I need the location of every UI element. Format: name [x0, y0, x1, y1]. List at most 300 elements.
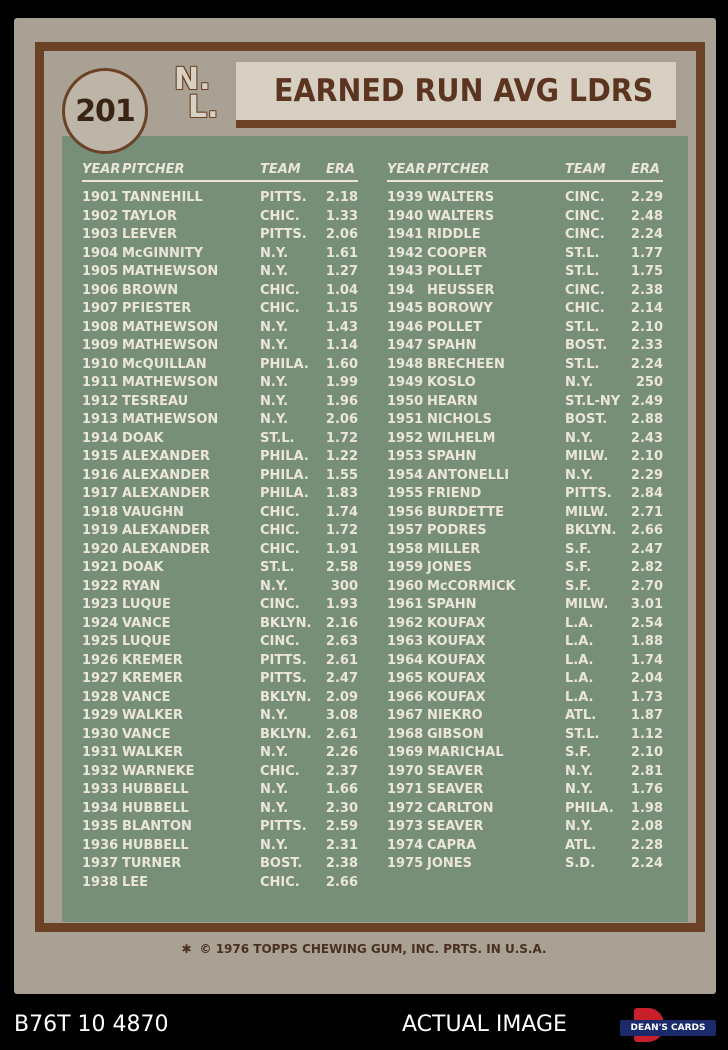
cell-team: N.Y.	[260, 319, 289, 335]
cell-year: 1938	[82, 874, 119, 890]
table-row	[82, 209, 358, 228]
cell-year: 1902	[82, 208, 119, 224]
cell-pitcher: HEARN	[427, 393, 478, 409]
cell-era: 2.47	[630, 541, 663, 557]
league-letter-n: N.	[174, 62, 211, 97]
table-row	[387, 597, 663, 616]
table-row	[82, 634, 358, 653]
cell-era: 1.22	[325, 449, 358, 464]
cell-year: 1903	[82, 227, 119, 242]
cell-team: N.Y.	[260, 375, 289, 390]
cell-year: 1905	[82, 264, 119, 279]
cell-year: 194	[387, 282, 415, 298]
cell-team: MILW.	[565, 449, 609, 464]
cell-era: 1.33	[325, 208, 358, 224]
cell-pitcher: ANTONELLI	[427, 467, 510, 483]
cell-pitcher: MILLER	[427, 541, 481, 557]
actual-image-label: ACTUAL IMAGE	[402, 1012, 567, 1037]
table-row	[82, 301, 358, 320]
cell-pitcher: BLANTON	[122, 819, 192, 834]
cell-year: 1937	[82, 856, 119, 871]
cell-pitcher: VANCE	[122, 689, 171, 705]
cell-year: 1925	[82, 634, 119, 649]
cell-team: N.Y.	[260, 412, 289, 427]
table-row	[387, 190, 663, 209]
table-row	[387, 634, 663, 653]
table-row	[387, 375, 663, 394]
cell-era: 1.61	[325, 245, 358, 261]
cell-pitcher: WALTERS	[427, 190, 495, 205]
table-row	[387, 468, 663, 487]
cell-team: ST.L.	[260, 430, 295, 446]
cell-year: 1953	[387, 449, 424, 464]
card-number-ball	[62, 68, 148, 154]
table-row	[387, 653, 663, 672]
cell-era: 1.88	[630, 634, 663, 649]
cell-pitcher: TESREAU	[122, 393, 189, 409]
cell-era: 2.18	[325, 190, 358, 205]
cell-team: L.A.	[565, 689, 594, 705]
header-rule	[82, 180, 358, 182]
cell-pitcher: POLLET	[427, 264, 482, 279]
table-row	[82, 708, 358, 727]
cell-era: 2.14	[630, 301, 663, 316]
cell-team: N.Y.	[260, 245, 289, 261]
cell-era: 1.76	[630, 782, 663, 797]
cell-team: N.Y.	[260, 782, 289, 797]
cell-team: ST.L.	[565, 245, 600, 261]
cell-team: ATL.	[565, 708, 597, 723]
cell-team: N.Y.	[260, 338, 289, 353]
cell-team: BKLYN.	[260, 689, 312, 705]
cell-era: 2.06	[325, 412, 358, 427]
table-row	[82, 801, 358, 820]
cell-team: CHIC.	[260, 208, 300, 224]
table-row	[387, 486, 663, 505]
cell-pitcher: DOAK	[122, 560, 164, 575]
cell-pitcher: LUQUE	[122, 597, 171, 612]
cell-era: 1.60	[325, 356, 358, 372]
table-row	[387, 616, 663, 635]
cell-team: S.F.	[565, 745, 592, 760]
table-row	[387, 431, 663, 450]
cell-year: 1971	[387, 782, 424, 797]
table-row	[82, 468, 358, 487]
cell-team: CINC.	[565, 190, 605, 205]
cell-team: PHILA.	[260, 486, 309, 501]
cell-year: 1967	[387, 708, 424, 723]
cell-pitcher: CAPRA	[427, 837, 477, 853]
table-row	[82, 745, 358, 764]
cell-era: 2.06	[325, 227, 358, 242]
cell-pitcher: DOAK	[122, 430, 164, 446]
cell-team: N.Y.	[260, 708, 289, 723]
cell-pitcher: ALEXANDER	[122, 486, 210, 501]
cell-team: N.Y.	[260, 800, 289, 816]
cell-pitcher: SPAHN	[427, 338, 477, 353]
cell-era: 2.61	[325, 726, 358, 742]
cell-era: 1.43	[325, 319, 358, 335]
cell-pitcher: LEEVER	[122, 227, 177, 242]
cell-year: 1907	[82, 301, 119, 316]
cell-pitcher: VAUGHN	[122, 504, 184, 520]
cell-era: 2.26	[325, 745, 358, 760]
cell-year: 1931	[82, 745, 119, 760]
cell-era: 2.63	[325, 634, 358, 649]
table-row	[387, 320, 663, 339]
copyright-footer	[0, 942, 728, 956]
table-row	[387, 264, 663, 283]
cell-year: 1917	[82, 486, 119, 501]
cell-pitcher: LEE	[122, 874, 149, 890]
cell-year: 1930	[82, 726, 119, 742]
table-row	[82, 190, 358, 209]
cell-era: 2.82	[630, 560, 663, 575]
cell-year: 1908	[82, 319, 119, 335]
header-year: YEAR	[82, 162, 121, 177]
cell-pitcher: HEUSSER	[427, 282, 495, 298]
cell-era: 1.75	[630, 264, 663, 279]
table-row	[82, 838, 358, 857]
cell-era: 2.81	[630, 763, 663, 779]
table-row	[82, 579, 358, 598]
table-row	[82, 283, 358, 302]
cell-team: ST.L.	[565, 264, 600, 279]
star-icon: ✱	[181, 942, 192, 956]
cell-year: 1948	[387, 356, 424, 372]
cell-pitcher: RIDDLE	[427, 227, 481, 242]
cell-team: PITTS.	[260, 652, 307, 668]
cell-year: 1945	[387, 301, 424, 316]
cell-pitcher: VANCE	[122, 615, 171, 631]
table-row	[82, 320, 358, 339]
cell-pitcher: BOROWY	[427, 301, 493, 316]
cell-year: 1939	[387, 190, 424, 205]
cell-team: N.Y.	[260, 393, 289, 409]
cell-era: 2.61	[325, 652, 358, 668]
table-row	[82, 264, 358, 283]
cell-era: 2.10	[630, 319, 663, 335]
cell-team: CINC.	[260, 634, 300, 649]
cell-era: 1.27	[325, 264, 358, 279]
cell-era: 3.08	[325, 708, 358, 723]
cell-year: 1970	[387, 763, 424, 779]
title-banner	[236, 62, 676, 128]
cell-team: CINC.	[260, 597, 300, 612]
table-row	[82, 246, 358, 265]
cell-era: 1.72	[325, 523, 358, 538]
table-row	[387, 357, 663, 376]
deans-cards-logo[interactable]	[620, 1008, 716, 1042]
cell-pitcher: WALTERS	[427, 208, 495, 224]
cell-pitcher: VANCE	[122, 726, 171, 742]
cell-year: 1963	[387, 634, 424, 649]
table-row	[387, 449, 663, 468]
header-team: TEAM	[260, 162, 301, 177]
table-row	[387, 819, 663, 838]
card-number: 201	[75, 93, 135, 129]
cell-team: ST.L-NY	[565, 393, 621, 409]
table-row	[387, 338, 663, 357]
cell-year: 1972	[387, 800, 424, 816]
cell-year: 1914	[82, 430, 119, 446]
table-row	[387, 542, 663, 561]
cell-year: 1965	[387, 671, 424, 686]
cell-era: 2.10	[630, 745, 663, 760]
cell-year: 1960	[387, 578, 424, 594]
cell-team: MILW.	[565, 597, 609, 612]
table-row	[82, 227, 358, 246]
cell-era: 300	[330, 578, 358, 594]
cell-year: 1952	[387, 430, 424, 446]
cell-team: BKLYN.	[260, 615, 312, 631]
header-pitcher: PITCHER	[427, 162, 490, 177]
cell-era: 1.55	[325, 467, 358, 483]
cell-year: 1927	[82, 671, 119, 686]
cell-team: BKLYN.	[565, 523, 617, 538]
table-row	[82, 819, 358, 838]
cell-pitcher: BURDETTE	[427, 504, 505, 520]
cell-era: 2.04	[630, 671, 663, 686]
cell-pitcher: ALEXANDER	[122, 467, 210, 483]
cell-pitcher: NICHOLS	[427, 412, 492, 427]
cell-team: N.Y.	[565, 375, 594, 390]
cell-pitcher: TAYLOR	[122, 208, 177, 224]
cell-team: BOST.	[565, 412, 608, 427]
cell-team: ST.L.	[260, 560, 295, 575]
cell-pitcher: SPAHN	[427, 597, 477, 612]
cell-era: 1.98	[630, 800, 663, 816]
cell-year: 1940	[387, 208, 424, 224]
cell-year: 1947	[387, 338, 424, 353]
cell-era: 1.04	[325, 282, 358, 298]
cell-team: N.Y.	[260, 745, 289, 760]
header-team: TEAM	[565, 162, 606, 177]
cell-year: 1958	[387, 541, 424, 557]
cell-team: CHIC.	[260, 504, 300, 520]
table-row	[387, 523, 663, 542]
cell-pitcher: WARNEKE	[122, 763, 195, 779]
table-row	[387, 801, 663, 820]
cell-pitcher: GIBSON	[427, 726, 484, 742]
cell-year: 1950	[387, 393, 424, 409]
cell-era: 2.70	[630, 578, 663, 594]
cell-team: CHIC.	[260, 301, 300, 316]
cell-team: CINC.	[565, 282, 605, 298]
cell-era: 2.38	[325, 856, 358, 871]
cell-era: 2.84	[630, 486, 663, 501]
cell-era: 1.15	[325, 301, 358, 316]
cell-year: 1934	[82, 800, 119, 816]
cell-year: 1964	[387, 652, 424, 668]
cell-era: 1.72	[325, 430, 358, 446]
table-row	[387, 690, 663, 709]
cell-team: N.Y.	[260, 837, 289, 853]
cell-year: 1975	[387, 856, 424, 871]
cell-year: 1904	[82, 245, 119, 261]
header-rule	[387, 180, 663, 182]
cell-year: 1962	[387, 615, 424, 631]
cell-pitcher: KOUFAX	[427, 652, 486, 668]
table-row	[82, 412, 358, 431]
table-row	[387, 708, 663, 727]
cell-team: S.F.	[565, 560, 592, 575]
cell-team: BKLYN.	[260, 726, 312, 742]
cell-year: 1932	[82, 763, 119, 779]
cell-team: N.Y.	[565, 819, 594, 834]
cell-year: 1966	[387, 689, 424, 705]
cell-team: CHIC.	[260, 282, 300, 298]
cell-year: 1951	[387, 412, 424, 427]
table-row	[82, 505, 358, 524]
table-row	[82, 560, 358, 579]
cell-pitcher: KOUFAX	[427, 634, 486, 649]
cell-era: 2.10	[630, 449, 663, 464]
table-row	[82, 542, 358, 561]
cell-team: CHIC.	[565, 301, 605, 316]
cell-pitcher: ALEXANDER	[122, 541, 210, 557]
cell-team: L.A.	[565, 615, 594, 631]
cell-year: 1911	[82, 375, 119, 390]
cell-pitcher: BRECHEEN	[427, 356, 505, 372]
cell-year: 1935	[82, 819, 119, 834]
header-era: ERA	[326, 162, 355, 177]
cell-team: PITTS.	[565, 486, 612, 501]
cell-team: PITTS.	[260, 819, 307, 834]
cell-team: ST.L.	[565, 726, 600, 742]
cell-year: 1941	[387, 227, 424, 242]
header-year: YEAR	[387, 162, 426, 177]
cell-year: 1929	[82, 708, 119, 723]
cell-team: ST.L.	[565, 319, 600, 335]
cell-team: S.D.	[565, 856, 596, 871]
cell-era: 2.59	[325, 819, 358, 834]
cell-era: 2.08	[630, 819, 663, 834]
cell-era: 2.66	[325, 874, 358, 890]
cell-year: 1956	[387, 504, 424, 520]
cell-pitcher: MARICHAL	[427, 745, 504, 760]
cell-pitcher: PODRES	[427, 523, 487, 538]
cell-team: CINC.	[565, 227, 605, 242]
league-badge	[170, 62, 226, 128]
cell-pitcher: LUQUE	[122, 634, 171, 649]
cell-year: 1959	[387, 560, 424, 575]
table-row	[82, 875, 358, 894]
cell-year: 1949	[387, 375, 424, 390]
cell-year: 1969	[387, 745, 424, 760]
cell-era: 1.96	[325, 393, 358, 409]
league-letter-l: L.	[188, 90, 219, 125]
cell-pitcher: MATHEWSON	[122, 338, 219, 353]
table-row	[82, 764, 358, 783]
cell-era: 1.99	[325, 375, 358, 390]
cell-year: 1920	[82, 541, 119, 557]
cell-era: 2.47	[325, 671, 358, 686]
header-era: ERA	[631, 162, 660, 177]
cell-era: 2.49	[630, 393, 663, 409]
cell-team: CHIC.	[260, 541, 300, 557]
cell-era: 2.28	[630, 837, 663, 853]
cell-era: 2.24	[630, 856, 663, 871]
table-row	[387, 782, 663, 801]
cell-pitcher: KREMER	[122, 652, 183, 668]
cell-pitcher: ALEXANDER	[122, 523, 210, 538]
table-row	[387, 505, 663, 524]
cell-year: 1961	[387, 597, 424, 612]
cell-team: N.Y.	[565, 467, 594, 483]
cell-pitcher: HUBBELL	[122, 837, 189, 853]
table-row	[82, 449, 358, 468]
cell-era: 2.24	[630, 356, 663, 372]
cell-pitcher: JONES	[427, 560, 473, 575]
cell-era: 1.93	[325, 597, 358, 612]
cell-pitcher: RYAN	[122, 578, 161, 594]
cell-era: 1.74	[325, 504, 358, 520]
cell-team: CHIC.	[260, 874, 300, 890]
cell-year: 1954	[387, 467, 424, 483]
cell-era: 2.30	[325, 800, 358, 816]
table-row	[82, 616, 358, 635]
table-row	[82, 523, 358, 542]
table-row	[387, 727, 663, 746]
cell-era: 1.66	[325, 782, 358, 797]
cell-year: 1936	[82, 837, 119, 853]
cell-pitcher: NIEKRO	[427, 708, 483, 723]
cell-pitcher: POLLET	[427, 319, 482, 335]
cell-pitcher: PFIESTER	[122, 301, 192, 316]
table-row	[387, 227, 663, 246]
cell-year: 1955	[387, 486, 424, 501]
cell-pitcher: KOUFAX	[427, 671, 486, 686]
cell-team: L.A.	[565, 671, 594, 686]
cell-year: 1946	[387, 319, 424, 335]
cell-pitcher: MATHEWSON	[122, 375, 219, 390]
cell-pitcher: McQUILLAN	[122, 356, 207, 372]
cell-team: MILW.	[565, 504, 609, 520]
cell-year: 1901	[82, 190, 119, 205]
cell-pitcher: TANNEHILL	[122, 190, 203, 205]
card-title: EARNED RUN AVG LDRS	[274, 73, 654, 109]
cell-team: L.A.	[565, 652, 594, 668]
table-row	[387, 856, 663, 875]
cell-team: ST.L.	[565, 356, 600, 372]
cell-era: 2.31	[325, 837, 358, 853]
table-row	[82, 597, 358, 616]
cell-pitcher: WILHELM	[427, 430, 496, 446]
table-row	[387, 579, 663, 598]
cell-team: L.A.	[565, 634, 594, 649]
cell-pitcher: FRIEND	[427, 486, 482, 501]
cell-year: 1942	[387, 245, 424, 261]
cell-year: 1909	[82, 338, 119, 353]
table-row	[387, 560, 663, 579]
cell-pitcher: WALKER	[122, 745, 184, 760]
cell-year: 1919	[82, 523, 119, 538]
cell-era: 3.01	[630, 597, 663, 612]
cell-pitcher: CARLTON	[427, 800, 494, 816]
cell-era: 2.09	[325, 689, 358, 705]
cell-pitcher: WALKER	[122, 708, 184, 723]
cell-pitcher: SEAVER	[427, 763, 484, 779]
cell-team: N.Y.	[260, 578, 289, 594]
cell-pitcher: SEAVER	[427, 819, 484, 834]
cell-era: 1.87	[630, 708, 663, 723]
cell-year: 1928	[82, 689, 119, 705]
cert-id: B76T 10 4870	[14, 1012, 169, 1037]
cell-era: 1.83	[325, 486, 358, 501]
cell-era: 2.66	[630, 523, 663, 538]
cell-team: CINC.	[565, 208, 605, 224]
